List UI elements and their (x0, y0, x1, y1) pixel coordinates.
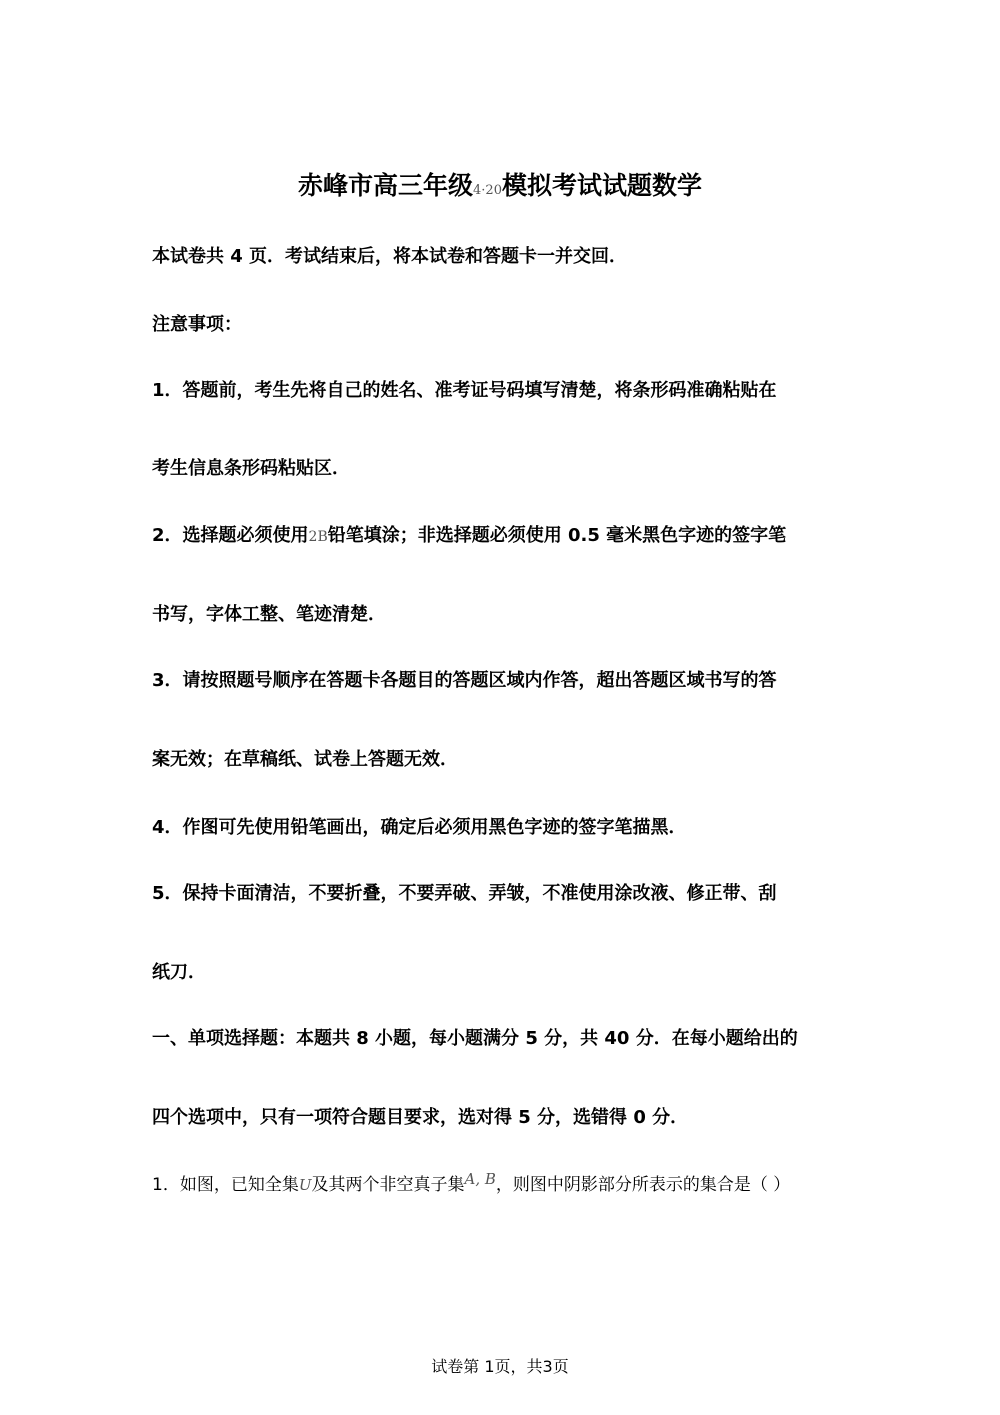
notice-item-2-text-pre: 2．选择题必须使用 (152, 525, 309, 546)
notice-item-2-line-2: 书写，字体工整、笔迹清楚． (152, 604, 386, 625)
page-footer: 试卷第 1页，共3页 (431, 1357, 569, 1376)
notice-item-3-line-2: 案无效；在草稿纸、试卷上答题无效． (152, 749, 458, 770)
notice-item-1-line-2: 考生信息条形码粘贴区． (152, 458, 350, 479)
question-1-text-3: ，则图中阴影部分所表示的集合是（ ） (495, 1175, 791, 1195)
title-text-2: 模拟考试试题数学 (501, 171, 702, 200)
notice-item-4: 4．作图可先使用铅笔画出，确定后必须用黑色字迹的签字笔描黑． (152, 817, 687, 838)
pencil-grade-math: 2B (308, 529, 328, 545)
question-1-text-1: 1．如图，已知全集 (152, 1175, 299, 1195)
question-1-text-2: 及其两个非空真子集 (311, 1175, 465, 1195)
subsets-symbol: A, B (464, 1170, 496, 1188)
notice-heading: 注意事项： (152, 314, 242, 335)
section-1-heading-line-2: 四个选项中，只有一项符合题目要求，选对得 5 分，选错得 0 分． (152, 1107, 689, 1128)
notice-item-5-line-2: 纸刀． (152, 962, 206, 983)
title-exam-date: 4·20 (473, 183, 502, 198)
intro-text: 本试卷共 4 页．考试结束后，将本试卷和答题卡一并交回． (152, 246, 628, 267)
notice-item-2-text-post: 铅笔填涂；非选择题必须使用 0.5 毫米黑色字迹的签字笔 (327, 525, 787, 546)
notice-item-1-line-1: 1．答题前，考生先将自己的姓名、准考证号码填写清楚，将条形码准确粘贴在 (152, 380, 777, 401)
page-title (0, 166, 1000, 211)
title-text-1: 赤峰市高三年级 (298, 171, 474, 200)
section-1-heading-line-1: 一、单项选择题：本题共 8 小题，每小题满分 5 分，共 40 分．在每小题给出的 (152, 1028, 798, 1049)
notice-item-5-line-1: 5．保持卡面清洁，不要折叠，不要弄破、弄皱，不准使用涂改液、修正带、刮 (152, 883, 777, 904)
notice-item-3-line-1: 3．请按照题号顺序在答题卡各题目的答题区域内作答，超出答题区域书写的答 (152, 670, 777, 691)
question-1 (152, 1170, 790, 1200)
universal-set-symbol: U (298, 1176, 312, 1194)
notice-item-2-line-1 (152, 521, 786, 552)
